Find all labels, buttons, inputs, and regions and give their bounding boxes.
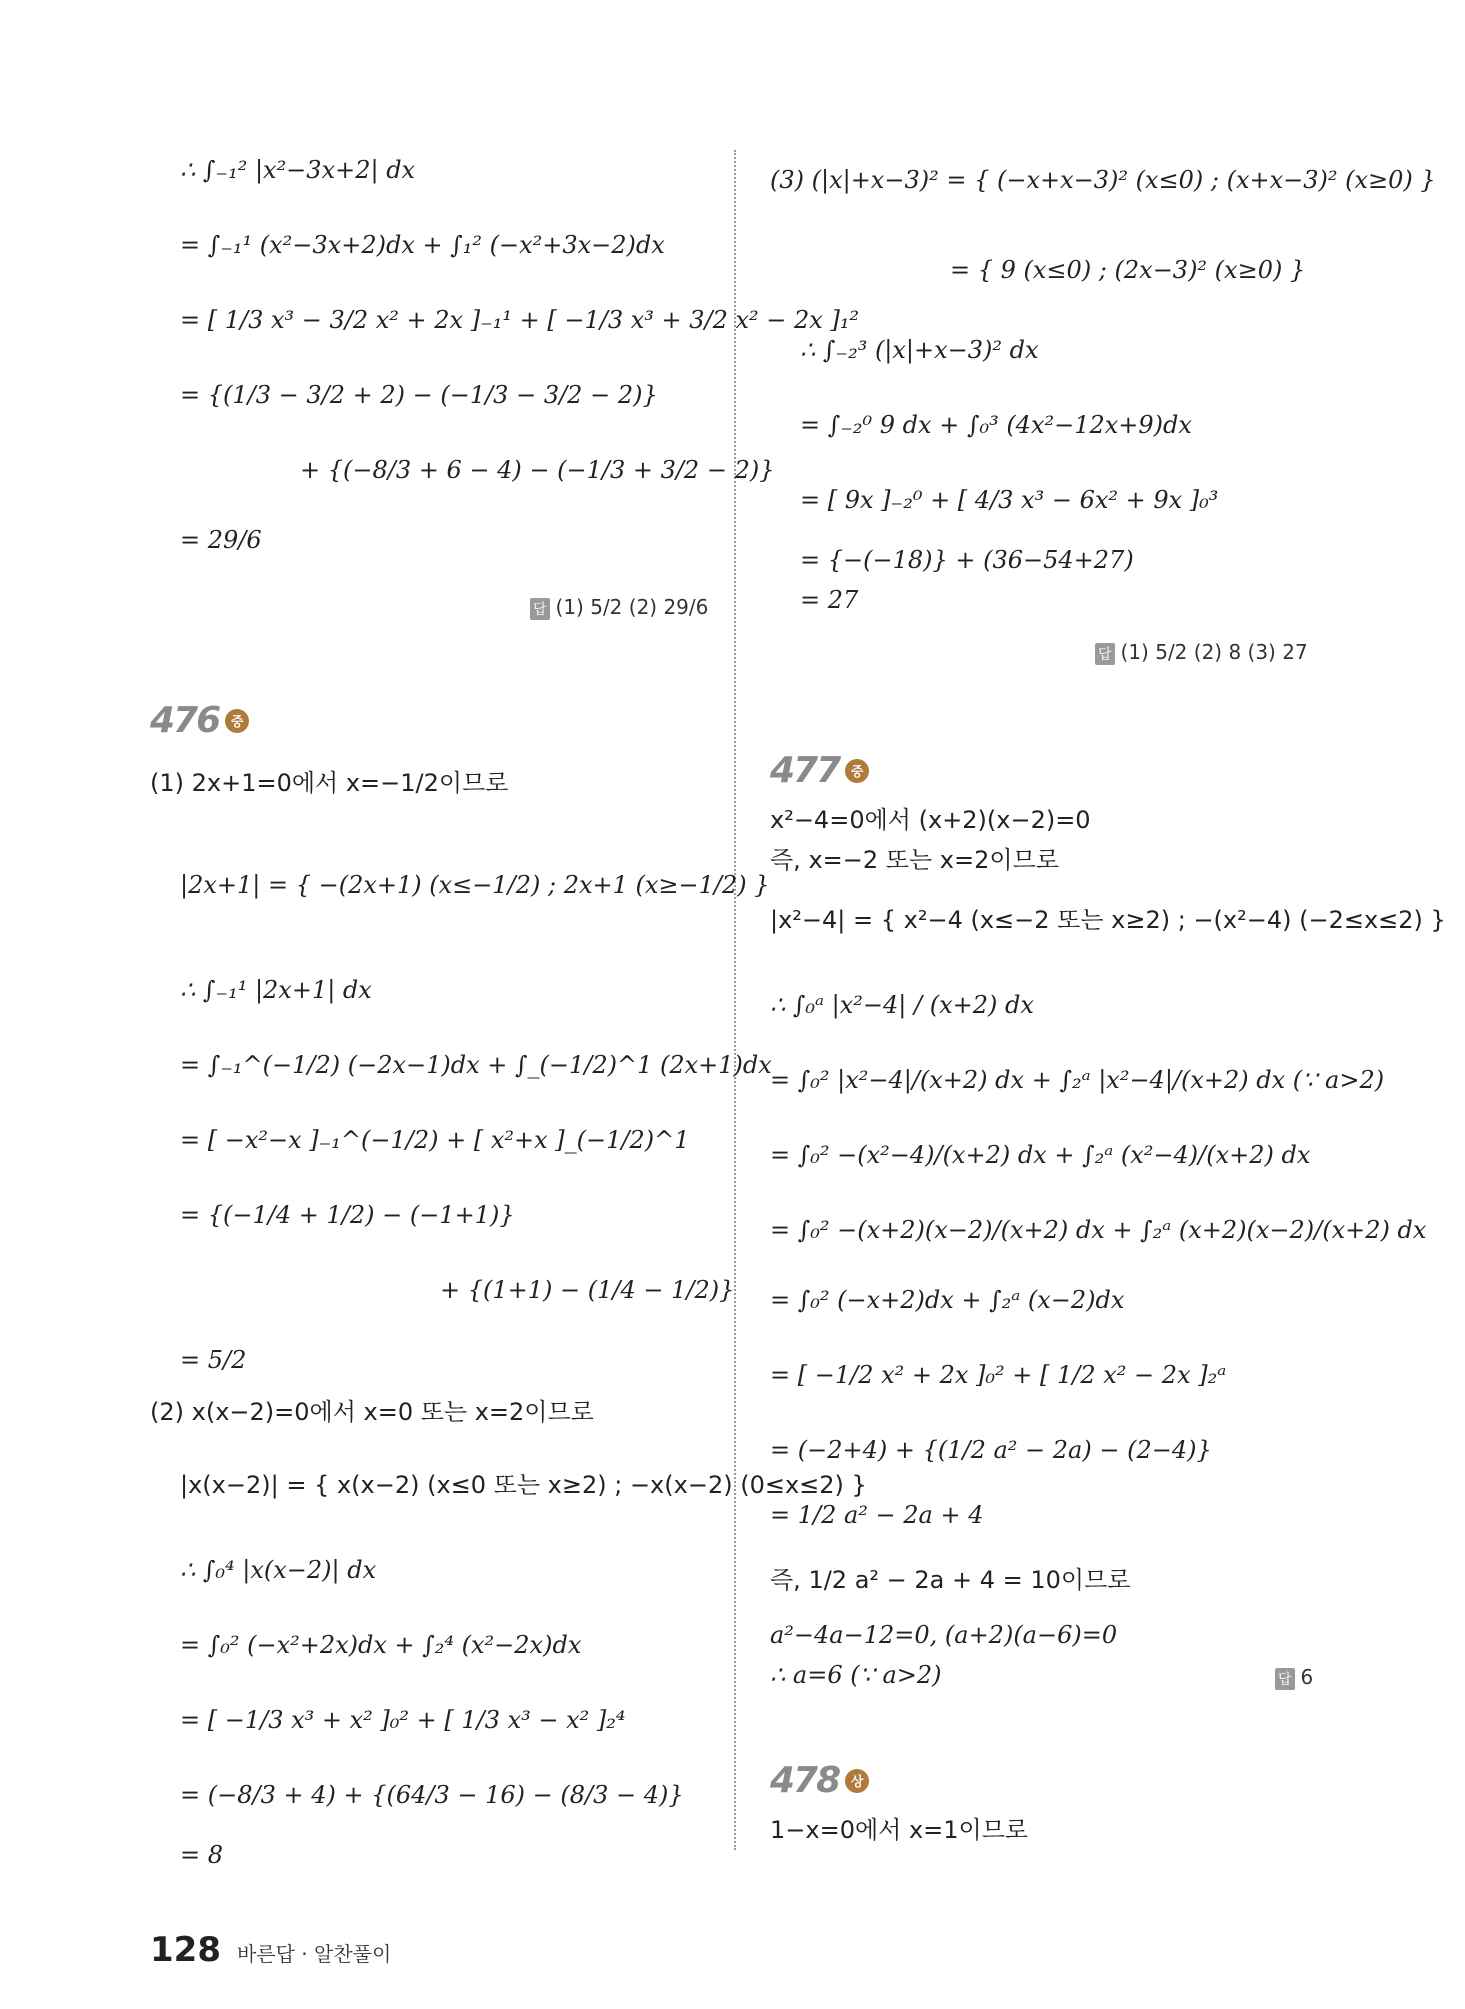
answer-tag: 답 xyxy=(1275,1668,1295,1690)
solution-line: = [ −x²−x ]₋₁^(−1/2) + [ x²+x ]_(−1/2)^1 xyxy=(180,1126,690,1154)
problem-header-478 xyxy=(770,1760,869,1801)
solution-line: = [ −1/3 x³ + x² ]₀² + [ 1/3 x³ − x² ]₂⁴ xyxy=(180,1706,626,1734)
solution-line: = {(1/3 − 3/2 + 2) − (−1/3 − 3/2 − 2)} xyxy=(180,381,658,409)
solution-line: + {(−8/3 + 6 − 4) − (−1/3 + 3/2 − 2)} xyxy=(300,456,775,484)
problem-number: 476 xyxy=(150,700,220,741)
solution-line: ∴ a=6 (∵ a>2) xyxy=(770,1661,942,1689)
solution-line: 1−x=0에서 x=1이므로 xyxy=(770,1816,1029,1844)
solution-line: = ∫₀² (−x²+2x)dx + ∫₂⁴ (x²−2x)dx xyxy=(180,1631,582,1659)
solution-line: = (−2+4) + {(1/2 a² − 2a) − (2−4)} xyxy=(770,1436,1212,1464)
solution-line: 즉, 1/2 a² − 2a + 4 = 10이므로 xyxy=(770,1566,1131,1594)
solution-line: (2) x(x−2)=0에서 x=0 또는 x=2이므로 xyxy=(150,1398,594,1426)
problem-number: 478 xyxy=(770,1760,840,1801)
solution-line: |x(x−2)| = { x(x−2) (x≤0 또는 x≥2) ; −x(x−2) (0≤x≤2) } xyxy=(180,1471,867,1499)
solution-line: ∴ ∫₋₁¹ |2x+1| dx xyxy=(180,976,372,1004)
solution-line: = [ 1/3 x³ − 3/2 x² + 2x ]₋₁¹ + [ −1/3 x³ + 3/2 x² − 2x ]₁² xyxy=(180,306,860,334)
solution-line: |x²−4| = { x²−4 (x≤−2 또는 x≥2) ; −(x²−4) (−2≤x≤2) } xyxy=(770,906,1446,934)
book-title: 바른답 · 알찬풀이 xyxy=(236,1942,392,1966)
solution-line: = {(−1/4 + 1/2) − (−1+1)} xyxy=(180,1201,515,1229)
solution-line: ∴ ∫₀⁴ |x(x−2)| dx xyxy=(180,1556,377,1584)
problem-header-477 xyxy=(770,750,869,791)
page-number: 128 xyxy=(150,1930,221,1970)
answer-tag: 답 xyxy=(1095,643,1115,665)
solution-line: = ∫₋₂⁰ 9 dx + ∫₀³ (4x²−12x+9)dx xyxy=(800,411,1192,439)
answer-text: 6 xyxy=(1300,1665,1314,1689)
answer-text: (1) 5/2 (2) 8 (3) 27 xyxy=(1120,640,1308,664)
solution-line: = [ −1/2 x² + 2x ]₀² + [ 1/2 x² − 2x ]₂ᵃ xyxy=(770,1361,1227,1389)
difficulty-badge: 중 xyxy=(225,709,249,733)
solution-line: = ∫₀² −(x+2)(x−2)/(x+2) dx + ∫₂ᵃ (x+2)(x−2)/(x+2) dx xyxy=(770,1216,1427,1244)
solution-line: = 27 xyxy=(800,586,859,614)
solution-line: = {−(−18)} + (36−54+27) xyxy=(800,546,1134,574)
solution-line: (3) (|x|+x−3)² = { (−x+x−3)² (x≤0) ; (x+x−3)² (x≥0) } xyxy=(770,166,1436,194)
solution-line: ∴ ∫₀ᵃ |x²−4| / (x+2) dx xyxy=(770,991,1034,1019)
solution-line: + {(1+1) − (1/4 − 1/2)} xyxy=(440,1276,735,1304)
difficulty-badge: 중 xyxy=(845,759,869,783)
solution-line: = 29/6 xyxy=(180,526,262,554)
answer-box xyxy=(1275,1665,1313,1690)
solution-line: = ∫₀² |x²−4|/(x+2) dx + ∫₂ᵃ |x²−4|/(x+2) dx (∵ a>2) xyxy=(770,1066,1385,1094)
solution-line: = 8 xyxy=(180,1841,224,1869)
solution-line: = 5/2 xyxy=(180,1346,247,1374)
solution-line: (1) 2x+1=0에서 x=−1/2이므로 xyxy=(150,769,509,797)
answer-tag: 답 xyxy=(530,598,550,620)
solution-line: = 1/2 a² − 2a + 4 xyxy=(770,1501,984,1529)
solution-line: = (−8/3 + 4) + {(64/3 − 16) − (8/3 − 4)} xyxy=(180,1781,684,1809)
solution-line: = { 9 (x≤0) ; (2x−3)² (x≥0) } xyxy=(950,256,1306,284)
solution-line: 즉, x=−2 또는 x=2이므로 xyxy=(770,846,1059,874)
problem-header-476 xyxy=(150,700,249,741)
solution-line: = ∫₋₁¹ (x²−3x+2)dx + ∫₁² (−x²+3x−2)dx xyxy=(180,231,665,259)
solution-line: ∴ ∫₋₁² |x²−3x+2| dx xyxy=(180,156,416,184)
problem-number: 477 xyxy=(770,750,840,791)
solution-line: a²−4a−12=0, (a+2)(a−6)=0 xyxy=(770,1621,1118,1649)
column-divider xyxy=(734,150,736,1850)
answer-box xyxy=(530,595,708,620)
solution-line: = ∫₋₁^(−1/2) (−2x−1)dx + ∫_(−1/2)^1 (2x+1)dx xyxy=(180,1051,772,1079)
solution-line: = [ 9x ]₋₂⁰ + [ 4/3 x³ − 6x² + 9x ]₀³ xyxy=(800,486,1219,514)
answer-text: (1) 5/2 (2) 29/6 xyxy=(555,595,709,619)
page-footer xyxy=(150,1930,391,1970)
solution-line: ∴ ∫₋₂³ (|x|+x−3)² dx xyxy=(800,336,1039,364)
difficulty-badge: 상 xyxy=(845,1769,869,1793)
solution-line: x²−4=0에서 (x+2)(x−2)=0 xyxy=(770,806,1091,834)
solution-line: |2x+1| = { −(2x+1) (x≤−1/2) ; 2x+1 (x≥−1/2) } xyxy=(180,871,770,899)
solution-line: = ∫₀² (−x+2)dx + ∫₂ᵃ (x−2)dx xyxy=(770,1286,1125,1314)
answer-box xyxy=(1095,640,1308,665)
solution-line: = ∫₀² −(x²−4)/(x+2) dx + ∫₂ᵃ (x²−4)/(x+2) dx xyxy=(770,1141,1311,1169)
